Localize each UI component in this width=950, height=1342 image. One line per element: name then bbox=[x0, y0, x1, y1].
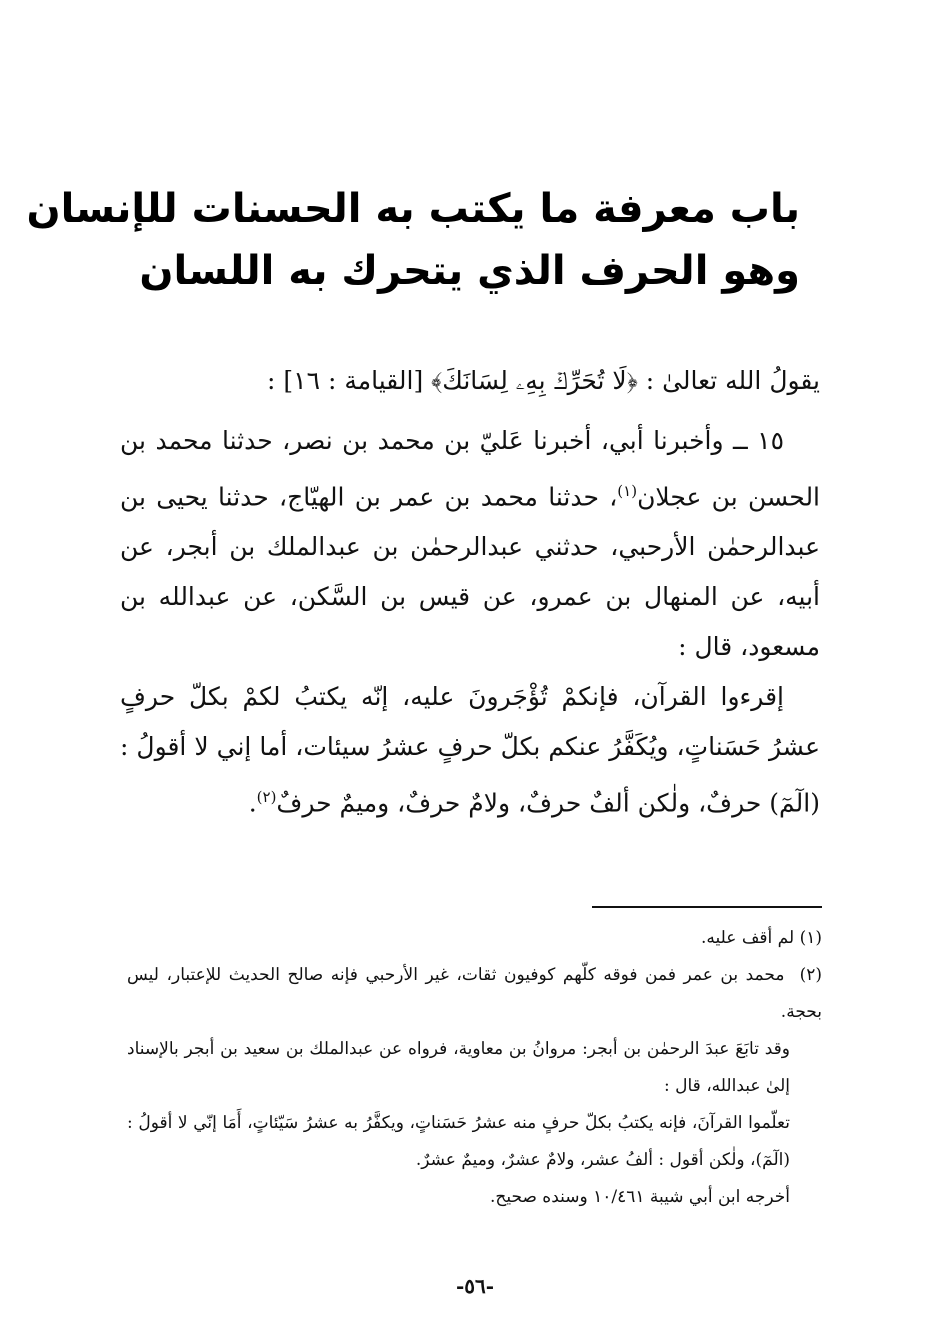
footnote-2-continuation-1: وقد تابَعَ عبدَ الرحمٰن بن أبجر: مروانُ بن معاوية، فرواه عن عبدالملك بن سعيد بن أبجر بالإسناد إلىٰ عبدالله، قال : bbox=[127, 1039, 790, 1096]
footnote-2-continuation-2: تعلّموا القرآنَ، فإنه يكتبُ بكلّ حرفٍ منه عشرُ حَسَناتٍ، ويكفَّرُ به عشرُ سَيّئاتٍ، أَمَا إنّي لا أقولُ : (الٓمٓ)، ولٰكن أقول : ألفُ عشر، ولامٌ عشرٌ، وميمٌ عشرٌ. bbox=[127, 1113, 790, 1170]
chapter-heading-line-2: وهو الحرف الذي يتحرك به اللسان bbox=[139, 248, 800, 294]
quran-verse-intro: يقولُ الله تعالىٰ : ﴿لَا تُحَرِّكۡ بِهِۦ لِسَانَكَ﴾ [القيامة : ١٦] : bbox=[267, 366, 820, 395]
chapter-heading-line-1: باب معرفة ما يكتب به الحسنات للإنسان bbox=[26, 186, 800, 232]
footnote-2-continuation-3: أخرجه ابن أبي شيبة ١٠/٤٦١ وسنده صحيح. bbox=[489, 1187, 790, 1207]
hadith-isnad bbox=[120, 416, 820, 672]
chapter-heading bbox=[26, 178, 800, 302]
main-text bbox=[120, 356, 820, 829]
footnote-2-number: (٢) bbox=[799, 965, 822, 985]
footnote-separator bbox=[592, 906, 822, 908]
footnotes bbox=[127, 920, 822, 1216]
footnote-ref-1[interactable]: (١) bbox=[617, 482, 638, 500]
footnote-1 bbox=[127, 920, 822, 957]
hadith-matn bbox=[120, 672, 820, 828]
matn-text: إقرءوا القرآن، فإنكمْ تُؤْجَرونَ عليه، إنّه يكتبُ لكمْ بكلّ حرفٍ عشرُ حَسَناتٍ، ويُكَفَّرُ عنكم بكلّ حرفٍ عشرُ سيئات، أما إني لا أقولُ : (الٓمٓ) حرفٌ، ولٰكن ألفٌ حرفٌ، ولامٌ حرفٌ، وميمٌ حرفٌ bbox=[120, 682, 820, 818]
footnote-1-number: (١) bbox=[799, 928, 822, 948]
page-number: -٥٦- bbox=[455, 1274, 495, 1298]
footnote-1-text: لم أقف عليه. bbox=[701, 928, 795, 948]
isnad-text-part-2: ، حدثنا محمد بن عمر بن الهيّاج، حدثنا يحيى بن عبدالرحمٰن الأرحبي، حدثني عبدالرحمٰن بن عبدالملك بن أبجر، عن أبيه، عن المنهال بن عمرو، عن قيس بن السَّكن، عن عبدالله بن مسعود، قال : bbox=[120, 482, 820, 662]
footnote-2-text: محمد بن عمر فمن فوقه كلّهم كوفيون ثقات، غير الأرحبي فإنه صالح الحديث للإعتبار، ليس بحجة. bbox=[127, 965, 822, 1022]
matn-end: . bbox=[248, 788, 257, 818]
isnad-text-part-1: ١٥ ــ وأخبرنا أبي، أخبرنا عَليّ بن محمد بن نصر، حدثنا محمد بن الحسن بن عجلان bbox=[120, 426, 821, 512]
footnote-ref-2[interactable]: (٢) bbox=[256, 788, 277, 807]
footnote-2 bbox=[127, 957, 822, 1031]
